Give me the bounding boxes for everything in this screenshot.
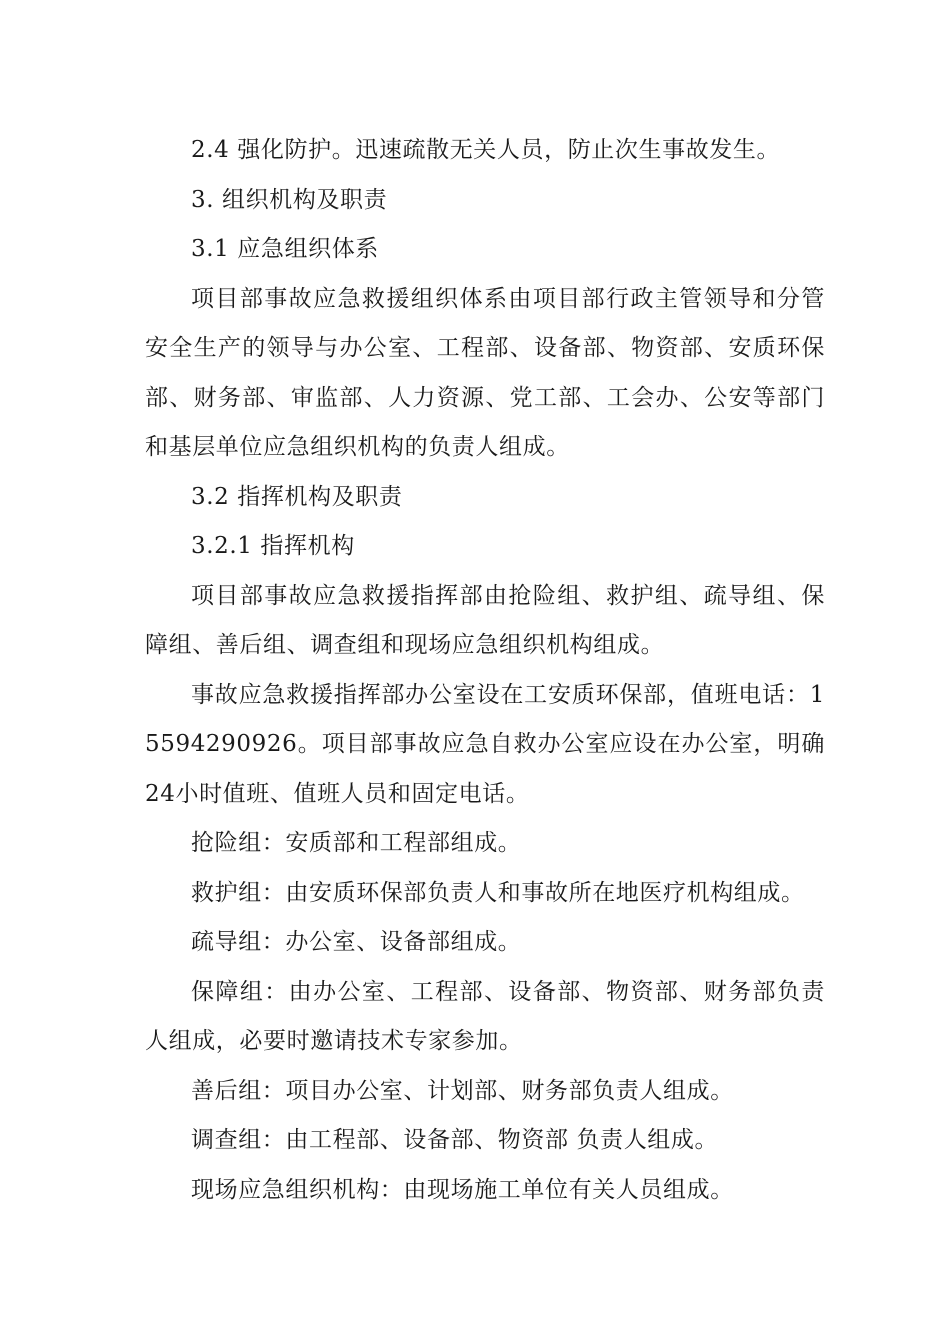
paragraph-support-group: 保障组：由办公室、工程部、设备部、物资部、财务部负责人组成，必要时邀请技术专家参加。: [145, 978, 825, 1054]
paragraph-command-composition: 项目部事故应急救援指挥部由抢险组、救护组、疏导组、保障组、善后组、调查组和现场应急组织机构组成。: [145, 582, 825, 658]
heading-3-organization: 3. 组织机构及职责: [191, 186, 388, 213]
heading-3-2-1-command-body: 3.2.1 指挥机构: [191, 533, 355, 559]
paragraph-onsite-group: 现场应急组织机构：由现场施工单位有关人员组成。: [191, 1176, 734, 1203]
heading-3-2-command: 3.2 指挥机构及职责: [191, 483, 403, 510]
paragraph-investigation-group: 调查组：由工程部、设备部、物资部 负责人组成。: [191, 1127, 719, 1153]
document-body: [145, 126, 825, 1215]
heading-3-1-emergency-system: 3.1 应急组织体系: [191, 236, 379, 262]
paragraph-rescue-group: 抢险组：安质部和工程部组成。: [191, 830, 522, 856]
paragraph-emergency-system: 项目部事故应急救援组织体系由项目部行政主管领导和分管安全生产的领导与办公室、工程部、设备部、物资部、安质环保部、财务部、审监部、人力资源、党工部、工会办、公安等部门和基层单位应急组织机构的负责人组成。: [145, 285, 825, 460]
paragraph-command-office: 事故应急救援指挥部办公室设在工安质环保部，值班电话：15594290926。项目部事故应急自救办公室应设在办公室，明确24小时值班、值班人员和固定电话。: [145, 681, 825, 807]
paragraph-2-4-protection: 2.4 强化防护。迅速疏散无关人员，防止次生事故发生。: [191, 137, 781, 163]
paragraph-medical-group: 救护组：由安质环保部负责人和事故所在地医疗机构组成。: [191, 879, 805, 906]
paragraph-evacuation-group: 疏导组：办公室、设备部组成。: [191, 929, 522, 955]
paragraph-aftermath-group: 善后组：项目办公室、计划部、财务部负责人组成。: [191, 1077, 734, 1104]
